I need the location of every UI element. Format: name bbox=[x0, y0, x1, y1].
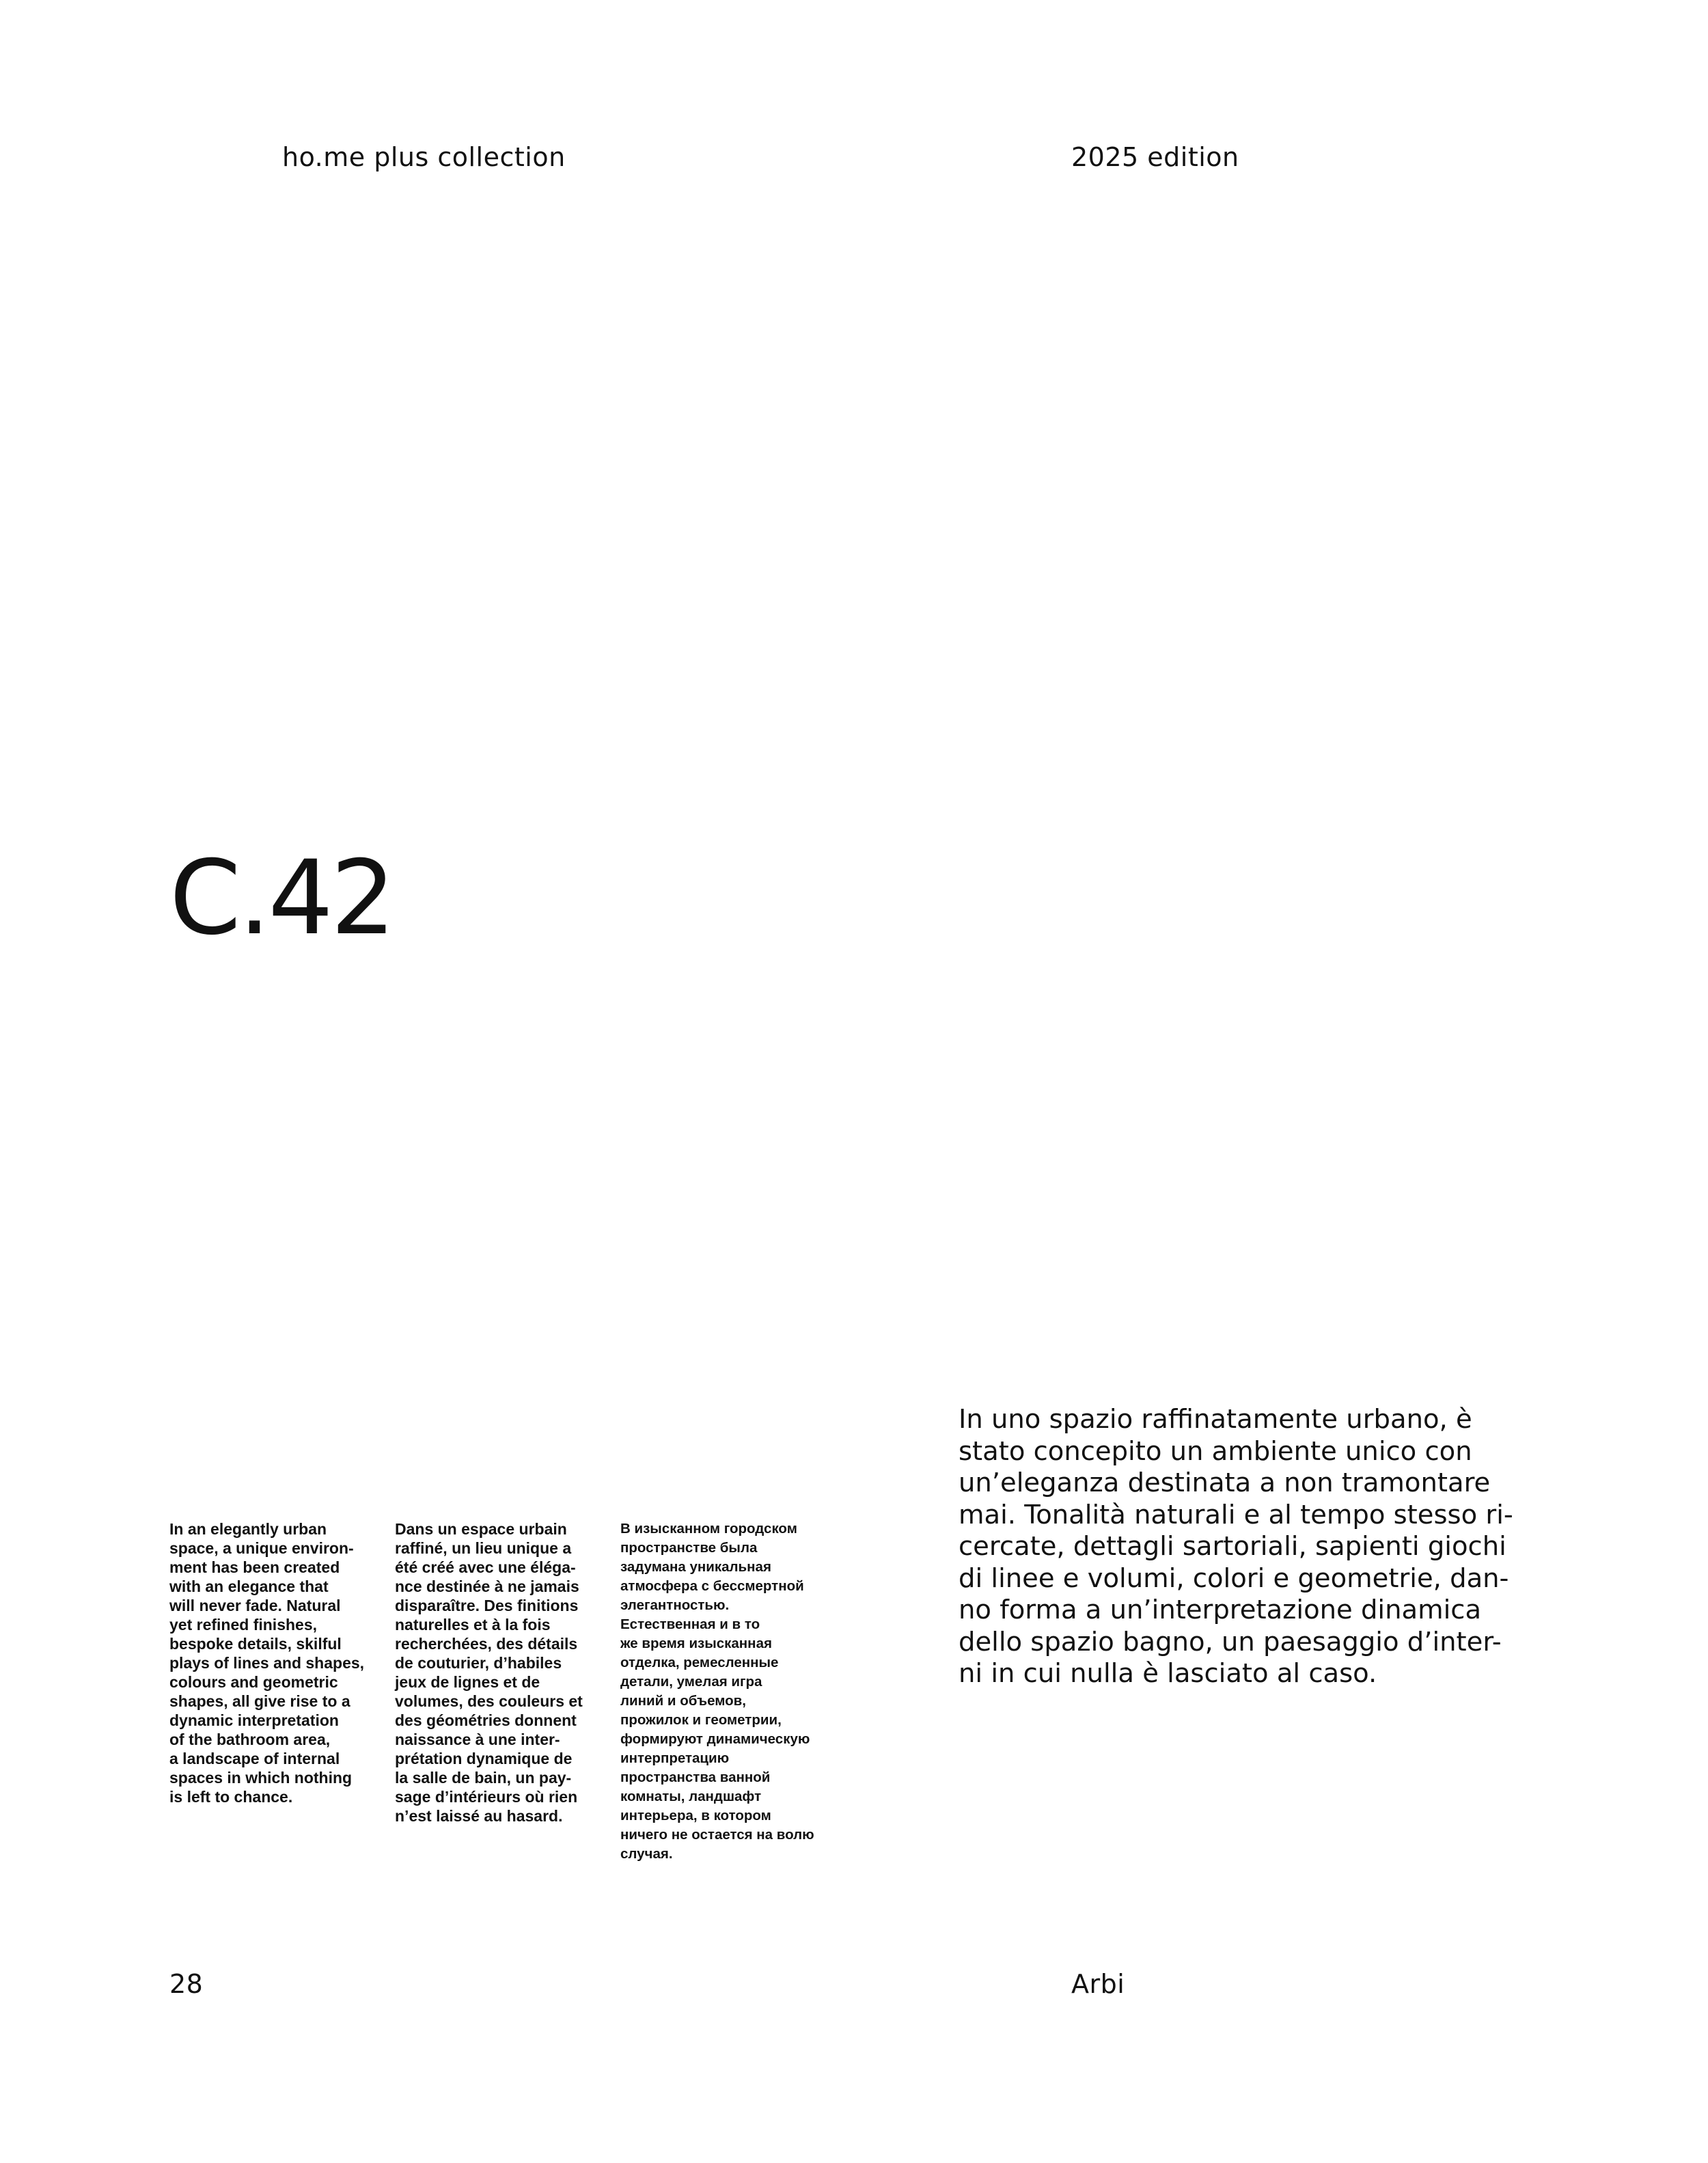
text-line: sage d’intérieurs où rien bbox=[395, 1788, 578, 1806]
text-line: интерпретацию bbox=[620, 1750, 730, 1766]
text-line: прожилок и геометрии, bbox=[620, 1712, 782, 1728]
text-line: un’eleganza destinata a non tramontare bbox=[959, 1468, 1491, 1498]
text-line: des géométries donnent bbox=[395, 1711, 577, 1729]
text-line: dello spazio bagno, un paesaggio d’inter- bbox=[959, 1626, 1502, 1657]
text-line: ni in cui nulla è lasciato al caso. bbox=[959, 1658, 1377, 1689]
text-line: shapes, all give rise to a bbox=[169, 1692, 350, 1710]
text-line: di linee e volumi, colori e geometrie, dan- bbox=[959, 1562, 1509, 1594]
collection-title: ho.me plus collection bbox=[282, 142, 566, 172]
text-line: bespoke details, skilful bbox=[169, 1635, 342, 1653]
text-line: ничего не остается на волю bbox=[620, 1827, 814, 1843]
text-line: случая. bbox=[620, 1846, 673, 1862]
text-line: spaces in which nothing bbox=[169, 1769, 353, 1787]
text-line: комнаты, ландшафт bbox=[620, 1789, 762, 1804]
text-line: recherchées, des détails bbox=[395, 1635, 578, 1653]
text-line: интерьера, в котором bbox=[620, 1808, 771, 1823]
text-line: отделка, ремесленные bbox=[620, 1655, 779, 1670]
text-column-french bbox=[395, 1519, 607, 1826]
text-line: naturelles et à la fois bbox=[395, 1616, 551, 1634]
text-line: линий и объемов, bbox=[620, 1693, 746, 1709]
text-line: space, a unique environ- bbox=[169, 1539, 354, 1557]
text-line: stato concepito un ambiente unico con bbox=[959, 1435, 1472, 1467]
text-line: is left to chance. bbox=[169, 1788, 293, 1806]
text-line: dynamic interpretation bbox=[169, 1711, 339, 1729]
text-column-english bbox=[169, 1519, 381, 1806]
text-line: no forma a un’interpretazione dinamica bbox=[959, 1595, 1482, 1625]
text-column-russian bbox=[620, 1519, 832, 1864]
text-line: элегантностью. bbox=[620, 1597, 730, 1613]
brand-name: Arbi bbox=[1071, 1969, 1125, 1999]
text-line: В изысканном городском bbox=[620, 1521, 797, 1537]
text-line: ment has been created bbox=[169, 1558, 340, 1576]
intro-paragraph-italian bbox=[959, 1404, 1513, 1690]
page-number: 28 bbox=[169, 1969, 204, 1999]
text-line: de couturier, d’habiles bbox=[395, 1654, 562, 1672]
text-line: пространства ванной bbox=[620, 1769, 771, 1785]
text-line: colours and geometric bbox=[169, 1673, 338, 1691]
text-line: nce destinée à ne jamais bbox=[395, 1578, 579, 1595]
text-line: Dans un espace urbain bbox=[395, 1520, 567, 1538]
product-code: C.42 bbox=[169, 839, 394, 958]
text-line: In an elegantly urban bbox=[169, 1520, 327, 1538]
text-line: disparaître. Des finitions bbox=[395, 1597, 579, 1614]
text-line: пространстве была bbox=[620, 1540, 758, 1556]
text-line: атмосфера с бессмертной bbox=[620, 1578, 804, 1594]
text-line: mai. Tonalità naturali e al tempo stesso ri- bbox=[959, 1499, 1513, 1530]
text-line: raffiné, un lieu unique a bbox=[395, 1539, 572, 1557]
text-line: Естественная и в то bbox=[620, 1616, 760, 1632]
text-line: cercate, dettagli sartoriali, sapienti giochi bbox=[959, 1531, 1506, 1562]
text-line: n’est laissé au hasard. bbox=[395, 1807, 563, 1825]
text-line: with an elegance that bbox=[169, 1578, 329, 1595]
text-line: of the bathroom area, bbox=[169, 1731, 331, 1748]
text-line: детали, умелая игра bbox=[620, 1674, 762, 1690]
edition-label: 2025 edition bbox=[1071, 142, 1239, 172]
text-line: plays of lines and shapes, bbox=[169, 1654, 365, 1672]
text-line: été créé avec une éléga- bbox=[395, 1558, 576, 1576]
text-line: формируют динамическую bbox=[620, 1731, 810, 1747]
text-line: же время изысканная bbox=[620, 1636, 772, 1651]
text-line: volumes, des couleurs et bbox=[395, 1692, 583, 1710]
text-line: yet refined finishes, bbox=[169, 1616, 318, 1634]
text-line: will never fade. Natural bbox=[169, 1597, 341, 1614]
text-line: prétation dynamique de bbox=[395, 1750, 573, 1767]
text-line: jeux de lignes et de bbox=[395, 1673, 540, 1691]
text-line: la salle de bain, un pay- bbox=[395, 1769, 572, 1787]
text-line: In uno spazio raffinatamente urbano, è bbox=[959, 1404, 1472, 1435]
text-line: a landscape of internal bbox=[169, 1750, 340, 1767]
text-line: задумана уникальная bbox=[620, 1559, 771, 1575]
text-line: naissance à une inter- bbox=[395, 1731, 560, 1748]
